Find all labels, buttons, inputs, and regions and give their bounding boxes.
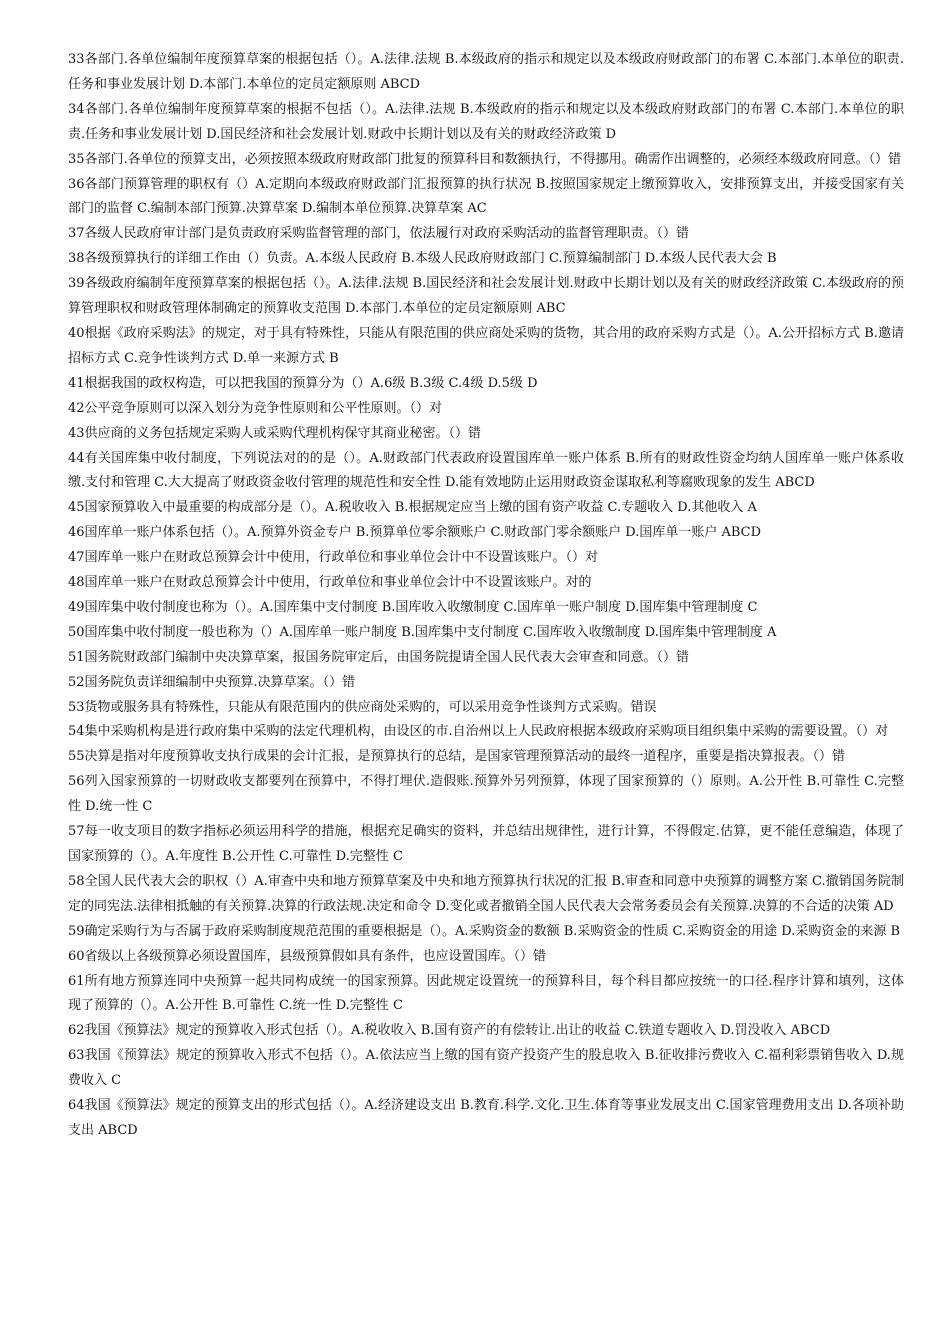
question-48: 48国库单一账户在财政总预算会计中使用，行政单位和事业单位会计中不设置该账户。对的 <box>68 575 592 591</box>
question-47: 47国库单一账户在财政总预算会计中使用，行政单位和事业单位会计中不设置该账户。（）对 <box>68 550 599 566</box>
question-39: 39各级政府编制年度预算草案的根据包括（）。A.法律.法规 B.国民经济和社会发展计划.财政中长期计划以及有关的财政经济政策 C.本级政府的预算管理职权和财政管理体制确定的预算收支范围 D.本部门.本单位的定员定额原则 ABC <box>68 276 904 317</box>
question-42: 42公平竞争原则可以深入划分为竞争性原则和公平性原则。（）对 <box>68 400 443 416</box>
question-38: 38各级预算执行的详细工作由（）负责。A.本级人民政府 B.本级人民政府财政部门 C.预算编制部门 D.本级人民代表大会 B <box>68 251 777 267</box>
question-43: 43供应商的义务包括规定采购人或采购代理机构保守其商业秘密。（）错 <box>68 425 482 441</box>
question-51: 51国务院财政部门编制中央决算草案，报国务院审定后，由国务院提请全国人民代表大会审查和同意。（）错 <box>68 649 690 665</box>
question-49: 49国库集中收付制度也称为（）。A.国库集中支付制度 B.国库收入收缴制度 C.国库单一账户制度 D.国库集中管理制度 C <box>68 599 758 615</box>
question-41: 41根据我国的政权构造，可以把我国的预算分为（）A.6级 B.3级 C.4级 D.5级 D <box>68 375 538 391</box>
question-55: 55决算是指对年度预算收支执行成果的会计汇报，是预算执行的总结，是国家管理预算活动的最终一道程序，重要是指决算报表。（）错 <box>68 749 846 765</box>
question-54: 54集中采购机构是进行政府集中采购的法定代理机构，由设区的市.自治州以上人民政府根据本级政府采购项目组织集中采购的需要设置。（）对 <box>68 724 889 740</box>
question-64: 64我国《预算法》规定的预算支出的形式包括（）。A.经济建设支出 B.教育.科学.文化.卫生.体育等事业发展支出 C.国家管理费用支出 D.各项补助支出 ABCD <box>68 1098 904 1138</box>
question-33: 33各部门.各单位编制年度预算草案的根据包括（）。A.法律.法规 B.本级政府的指示和规定以及本级政府财政部门的布署 C.本部门.本单位的职责.任务和事业发展计划 D.本部门.本单位的定员定额原则 ABCD <box>68 52 904 92</box>
question-53: 53货物或服务具有特殊性，只能从有限范围内的供应商处采购的，可以采用竞争性谈判方式采购。错误 <box>68 699 657 715</box>
question-57: 57每一收支项目的数字指标必须运用科学的措施，根据充足确实的资料，并总结出规律性，进行计算，不得假定.估算，更不能任意编造，体现了国家预算的（）。A.年度性 B.公开性 C.可靠性 D.完整性 C <box>68 824 904 864</box>
question-46: 46国库单一账户体系包括（）。A.预算外资金专户 B.预算单位零余额账户 C.财政部门零余额账户 D.国库单一账户 ABCD <box>68 525 762 541</box>
question-34: 34各部门.各单位编制年度预算草案的根据不包括（）。A.法律.法规 B.本级政府的指示和规定以及本级政府财政部门的布署 C.本部门.本单位的职责.任务和事业发展计划 D.国民经济和社会发展计划.财政中长期计划以及有关的财政经济政策 D <box>68 101 904 142</box>
question-35: 35各部门.各单位的预算支出，必须按照本级政府财政部门批复的预算科目和数额执行，不得挪用。确需作出调整的，必须经本级政府同意。（）错 <box>68 151 902 167</box>
question-59: 59确定采购行为与否属于政府采购制度规范范围的重要根据是（）。A.采购资金的数额 B.采购资金的性质 C.采购资金的用途 D.采购资金的来源 B <box>68 923 901 939</box>
question-62: 62我国《预算法》规定的预算收入形式包括（）。A.税收收入 B.国有资产的有偿转让.出让的收益 C.铁道专题收入 D.罚没收入 ABCD <box>68 1023 831 1039</box>
question-52: 52国务院负责详细编制中央预算.决算草案。（）错 <box>68 674 356 690</box>
question-37: 37各级人民政府审计部门是负责政府采购监督管理的部门，依法履行对政府采购活动的监督管理职责。（）错 <box>68 226 690 242</box>
question-58: 58全国人民代表大会的职权（）A.审查中央和地方预算草案及中央和地方预算执行状况的汇报 B.审查和同意中央预算的调整方案 C.撤销国务院制定的同宪法.法律相抵触的有关预算.决算的行政法规.决定和命令 D.变化或者撤销全国人民代表大会常务委员会有关预算.决算的不合适的决策 AD <box>68 873 904 914</box>
question-44: 44有关国库集中收付制度，下列说法对的的是（）。A.财政部门代表政府设置国库单一账户体系 B.所有的财政性资金均纳人国库单一账户体系收缴.支付和管理 C.大大提高了财政资金收付管理的规范性和安全性 D.能有效地防止运用财政资金谋取私利等腐败现象的发生 ABCD <box>68 450 904 491</box>
question-36: 36各部门预算管理的职权有（）A.定期向本级政府财政部门汇报预算的执行状况 B.按照国家规定上缴预算收入，安排预算支出，并接受国家有关部门的监督 C.编制本部门预算.决算草案 D.编制本单位预算.决算草案 AC <box>68 176 904 217</box>
question-40: 40根据《政府采购法》的规定，对于具有特殊性，只能从有限范围的供应商处采购的货物，其合用的政府采购方式是（）。A.公开招标方式 B.邀请招标方式 C.竞争性谈判方式 D.单一来源方式 B <box>68 325 904 366</box>
question-50: 50国库集中收付制度一般也称为（）A.国库单一账户制度 B.国库集中支付制度 C.国库收入收缴制度 D.国库集中管理制度 A <box>68 624 777 640</box>
question-60: 60省级以上各级预算必须设置国库，县级预算假如具有条件，也应设置国库。（）错 <box>68 948 547 964</box>
question-45: 45国家预算收入中最重要的构成部分是（）。A.税收收入 B.根据规定应当上缴的国有资产收益 C.专题收入 D.其他收入 A <box>68 500 757 516</box>
question-56: 56列入国家预算的一切财政收支都要列在预算中，不得打埋伏.造假账.预算外另列预算，体现了国家预算的（）原则。A.公开性 B.可靠性 C.完整性 D.统一性 C <box>68 774 904 815</box>
question-63: 63我国《预算法》规定的预算收入形式不包括（）。A.依法应当上缴的国有资产投资产生的股息收入 B.征收排污费收入 C.福利彩票销售收入 D.规费收入 C <box>68 1048 904 1089</box>
question-61: 61所有地方预算连同中央预算一起共同构成统一的国家预算。因此规定设置统一的预算科目，每个科目都应按统一的口径.程序计算和填列，这体现了预算的（）。A.公开性 B.可靠性 C.统一性 D.完整性 C <box>68 973 904 1014</box>
